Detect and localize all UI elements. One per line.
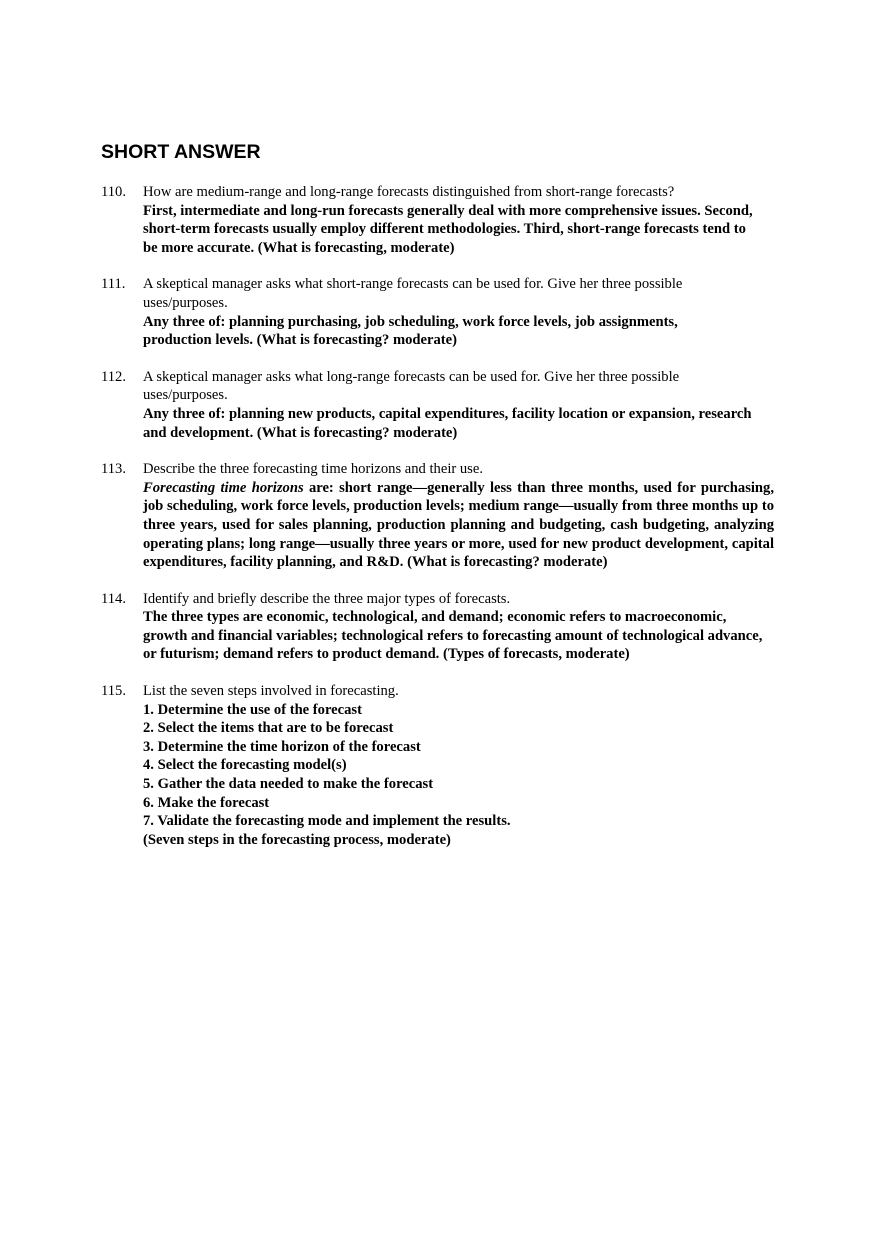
question-110 <box>101 183 774 257</box>
step-item: (Seven steps in the forecasting process, moderate) <box>143 831 451 848</box>
answer-body: are: short range—generally less than three months, used for purchasing, job scheduling, work force levels, production levels; medium range—usually from three months up to three years, used for sales planning, production planning and budgeting, cash budgeting, analyzing operating plans; long range—usually three years or more, used for new product development, capital expenditures, facility planning, and R&D. (What is forecasting? moderate) <box>143 479 774 571</box>
question-number: 112. <box>101 368 126 385</box>
question-text: List the seven steps involved in forecasting. <box>143 683 399 700</box>
step-item: 7. Validate the forecasting mode and implement the results. <box>143 813 511 830</box>
section-heading: SHORT ANSWER <box>101 141 261 163</box>
question-111 <box>101 275 774 349</box>
question-text: A skeptical manager asks what long-range forecasts can be used for. Give her three possible uses/purposes. <box>143 368 680 404</box>
answer-text: The three types are economic, technological, and demand; economic refers to macroeconomic, growth and financial variables; technological refers to forecasting amount of technological advance, or futurism; demand refers to product demand. (Types of forecasts, moderate) <box>143 609 763 663</box>
question-113 <box>101 460 774 572</box>
question-115 <box>101 682 774 849</box>
document-page <box>101 140 774 867</box>
question-number: 113. <box>101 461 126 478</box>
question-number: 111. <box>101 276 126 293</box>
step-item: 4. Select the forecasting model(s) <box>143 757 347 774</box>
question-text: A skeptical manager asks what short-range forecasts can be used for. Give her three possible uses/purposes. <box>143 276 683 311</box>
question-text: How are medium-range and long-range forecasts distinguished from short-range forecasts? <box>143 184 675 200</box>
steps-list <box>143 701 774 850</box>
step-item: 1. Determine the use of the forecast <box>143 701 362 718</box>
step-item: 5. Gather the data needed to make the forecast <box>143 776 434 793</box>
question-text: Identify and briefly describe the three major types of forecasts. <box>143 590 511 607</box>
question-number: 110. <box>101 184 126 200</box>
question-number: 115. <box>101 683 126 700</box>
answer-text: Any three of: planning new products, capital expenditures, facility location or expansion, research and development. (What is forecasting? moderate) <box>143 405 752 441</box>
question-112 <box>101 368 774 442</box>
step-item: 2. Select the items that are to be forecast <box>143 720 394 737</box>
question-number: 114. <box>101 590 126 607</box>
step-item: 3. Determine the time horizon of the forecast <box>143 738 421 755</box>
step-item: 6. Make the forecast <box>143 794 270 811</box>
answer-text: Any three of: planning purchasing, job scheduling, work force levels, job assignments, production levels. (What is forecasting? moderate) <box>143 313 678 349</box>
answer-text: First, intermediate and long-run forecasts generally deal with more comprehensive issues. Second, short-term forecasts usually employ different methodologies. Third, short-range forecasts tend to be more accurate. (What is forecasting, moderate) <box>143 202 753 256</box>
question-114 <box>101 590 774 664</box>
answer-text <box>143 479 774 572</box>
question-text: Describe the three forecasting time horizons and their use. <box>143 461 483 478</box>
answer-italic-lead: Forecasting time horizons <box>143 479 304 496</box>
